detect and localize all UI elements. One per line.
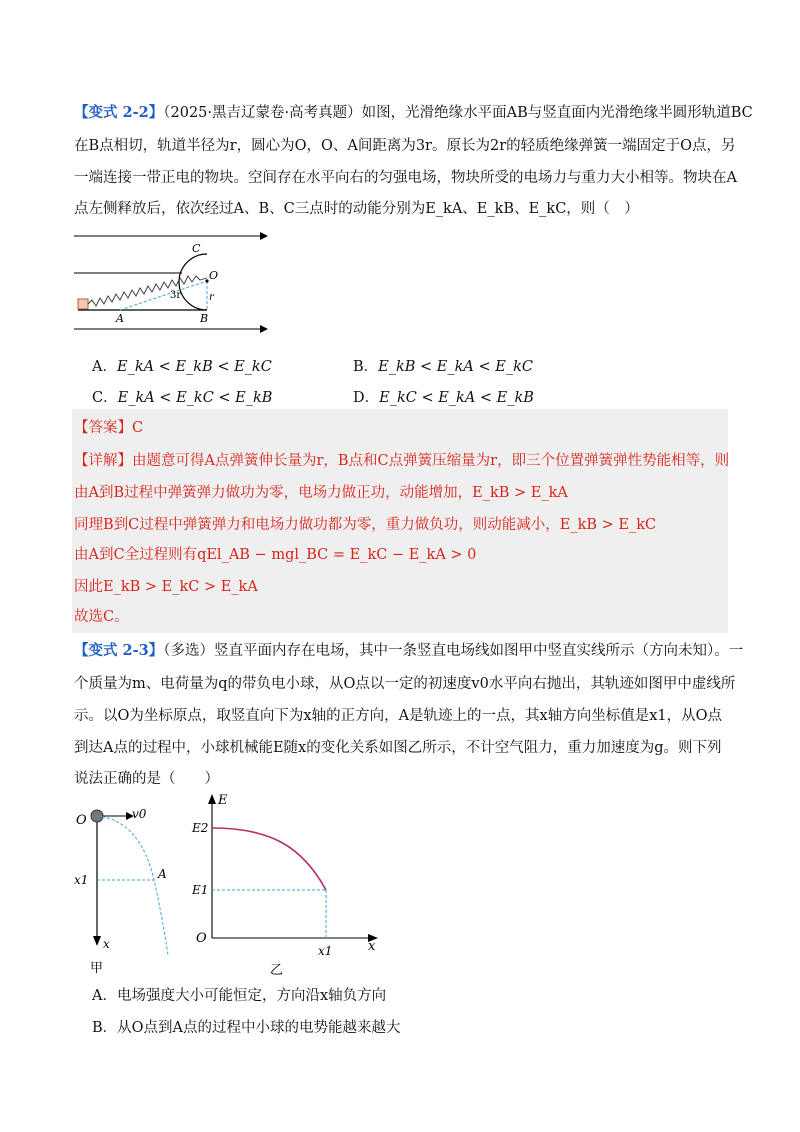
q22-detail-4: 由A到C全过程则有qEl_AB − mgl_BC = E_kC − E_kA > 0 <box>74 547 477 563</box>
jia-label-A: A <box>158 867 167 881</box>
q22-tag: 【变式 2-2】 <box>74 104 164 121</box>
yi-label-E1: E1 <box>192 883 209 897</box>
q22-line-4: 点左侧释放后，依次经过A、B、C三点时的动能分别为E_kA、E_kB、E_kC，则（ ） <box>74 201 639 217</box>
q22-detail-5: 因此E_kB > E_kC > E_kA <box>74 579 258 595</box>
jia-caption: 甲 <box>90 961 104 976</box>
q22-label-A: A <box>116 312 124 325</box>
q22-line-3: 一端连接一带正电的物块。空间存在水平向右的匀强电场，物块所受的电场力与重力大小相等。物块在A <box>74 170 737 186</box>
q22-detail-3: 同理B到C过程中弹簧弹力和电场力做功都为零，重力做负功，则动能减小，E_kB > E_kC <box>74 517 657 533</box>
jia-label-O: O <box>76 813 87 828</box>
yi-label-E2: E2 <box>192 821 209 835</box>
yi-label-O: O <box>196 931 207 946</box>
q22-label-C: C <box>192 242 201 255</box>
q22-answer: 【答案】C <box>74 420 144 436</box>
q23-line-3: 示。以O为坐标原点，取竖直向下为x轴的正方向，A是轨迹上的一点，其x轴方向坐标值是x1，从O点 <box>74 708 723 724</box>
q22-label-3r: 3r <box>170 290 182 301</box>
jia-label-v0: v0 <box>132 807 147 821</box>
yi-label-x1: x1 <box>318 944 333 958</box>
yi-label-E: E <box>218 793 228 808</box>
q22-label-r: r <box>209 292 214 303</box>
q22-label-O: O <box>209 269 219 282</box>
jia-label-x: x <box>103 937 110 951</box>
q22-line-1: 【变式 2-2】（2025·黑吉辽蒙卷·高考真题）如图，光滑绝缘水平面AB与竖直面内光滑绝缘半圆形轨道BC <box>74 104 753 121</box>
q23-option-b[interactable]: B．从O点到A点的过程中小球的电势能越来越大 <box>92 1020 401 1036</box>
q22-line-2: 在B点相切，轨道半径为r，圆心为O，O、A间距离为3r。原长为2r的轻质绝缘弹簧一端固定于O点，另 <box>74 138 736 154</box>
q23-option-a[interactable]: A．电场强度大小可能恒定，方向沿x轴负方向 <box>92 988 387 1004</box>
q23-line-5: 说法正确的是（ ） <box>74 771 219 787</box>
q22-figure <box>72 226 277 338</box>
jia-label-x1: x1 <box>74 873 89 887</box>
q22-option-a[interactable]: A．E_kA < E_kB < E_kC <box>92 359 272 375</box>
q22-option-b[interactable]: B．E_kB < E_kA < E_kC <box>353 359 533 375</box>
q23-line-1: 【变式 2-3】（多选）竖直平面内存在电场，其中一条竖直电场线如图甲中竖直实线所示（方向未知）。一 <box>74 642 744 659</box>
q23-figure-yi <box>190 790 390 980</box>
q23-tag: 【变式 2-3】 <box>74 642 164 659</box>
q22-detail-6: 故选C。 <box>74 609 129 625</box>
yi-label-x: x <box>368 939 376 954</box>
q22-option-d[interactable]: D．E_kC < E_kA < E_kB <box>353 390 534 406</box>
q22-detail-1: 【详解】由题意可得A点弹簧伸长量为r，B点和C点弹簧压缩量为r，即三个位置弹簧弹性势能相等，则 <box>74 453 730 469</box>
q22-option-c[interactable]: C．E_kA < E_kC < E_kB <box>92 390 273 406</box>
q23-figure-jia <box>70 800 180 980</box>
q23-line-4: 到达A点的过程中，小球机械能E随x的变化关系如图乙所示，不计空气阻力，重力加速度为g。则下列 <box>74 740 722 756</box>
q23-line-2: 个质量为m、电荷量为q的带负电小球，从O点以一定的初速度v0水平向右抛出，其轨迹如图甲中虚线所 <box>74 676 736 692</box>
yi-caption: 乙 <box>270 963 284 978</box>
q22-detail-2: 由A到B过程中弹簧弹力做功为零，电场力做正功，动能增加，E_kB > E_kA <box>74 485 568 501</box>
q22-label-B: B <box>200 312 209 325</box>
